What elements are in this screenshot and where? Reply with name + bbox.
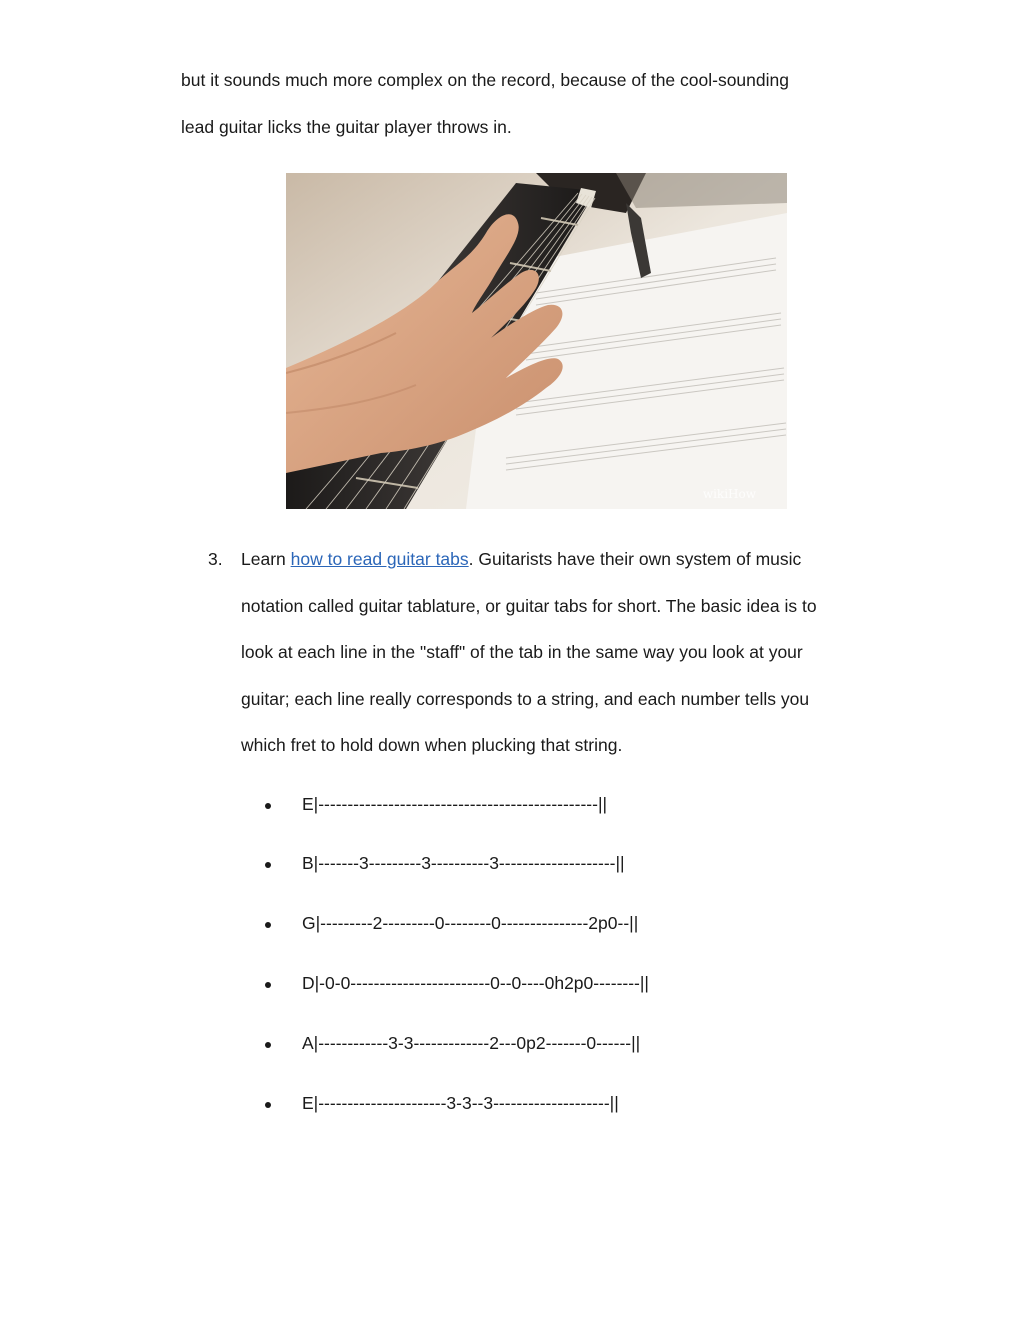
step-line-2: notation called guitar tablature, or guitar tabs for short. The basic idea is to [241, 596, 817, 616]
intro-line-1: but it sounds much more complex on the record, because of the cool-sounding [181, 70, 789, 90]
tab-text: B|-------3---------3----------3--------------------|| [302, 853, 625, 873]
step-line-4: guitar; each line really corresponds to a string, and each number tells you [241, 689, 810, 709]
bullet-icon [265, 1042, 271, 1048]
step-line-1 [241, 549, 801, 569]
step-lead: Learn [241, 549, 291, 569]
bullet-icon [265, 1102, 271, 1108]
guitar-tabs-link[interactable]: how to read guitar tabs [290, 549, 469, 569]
bullet-icon [265, 982, 271, 988]
tab-text: D|-0-0------------------------0--0----0h2p0--------|| [302, 973, 649, 993]
tab-text: E|----------------------3-3--3--------------------|| [302, 1093, 619, 1113]
tab-text: G|---------2---------0--------0---------------2p0--|| [302, 913, 639, 933]
watermark-text: wikiHow [702, 487, 756, 501]
step-number: 3. [208, 549, 223, 569]
bullet-icon [265, 803, 271, 809]
step-line-3: look at each line in the "staff" of the tab in the same way you look at your [241, 642, 803, 662]
step-line-5: which fret to hold down when plucking that string. [241, 735, 623, 755]
bullet-icon [265, 862, 271, 868]
tab-text: A|------------3-3-------------2---0p2-------0------|| [302, 1033, 641, 1053]
guitar-illustration [286, 173, 787, 509]
guitar-photo [286, 173, 787, 509]
intro-line-2: lead guitar licks the guitar player throws in. [181, 117, 512, 137]
step-line-1-rest: . Guitarists have their own system of music [468, 549, 802, 569]
tab-text: E|------------------------------------------------|| [302, 794, 608, 814]
bullet-icon [265, 922, 271, 928]
